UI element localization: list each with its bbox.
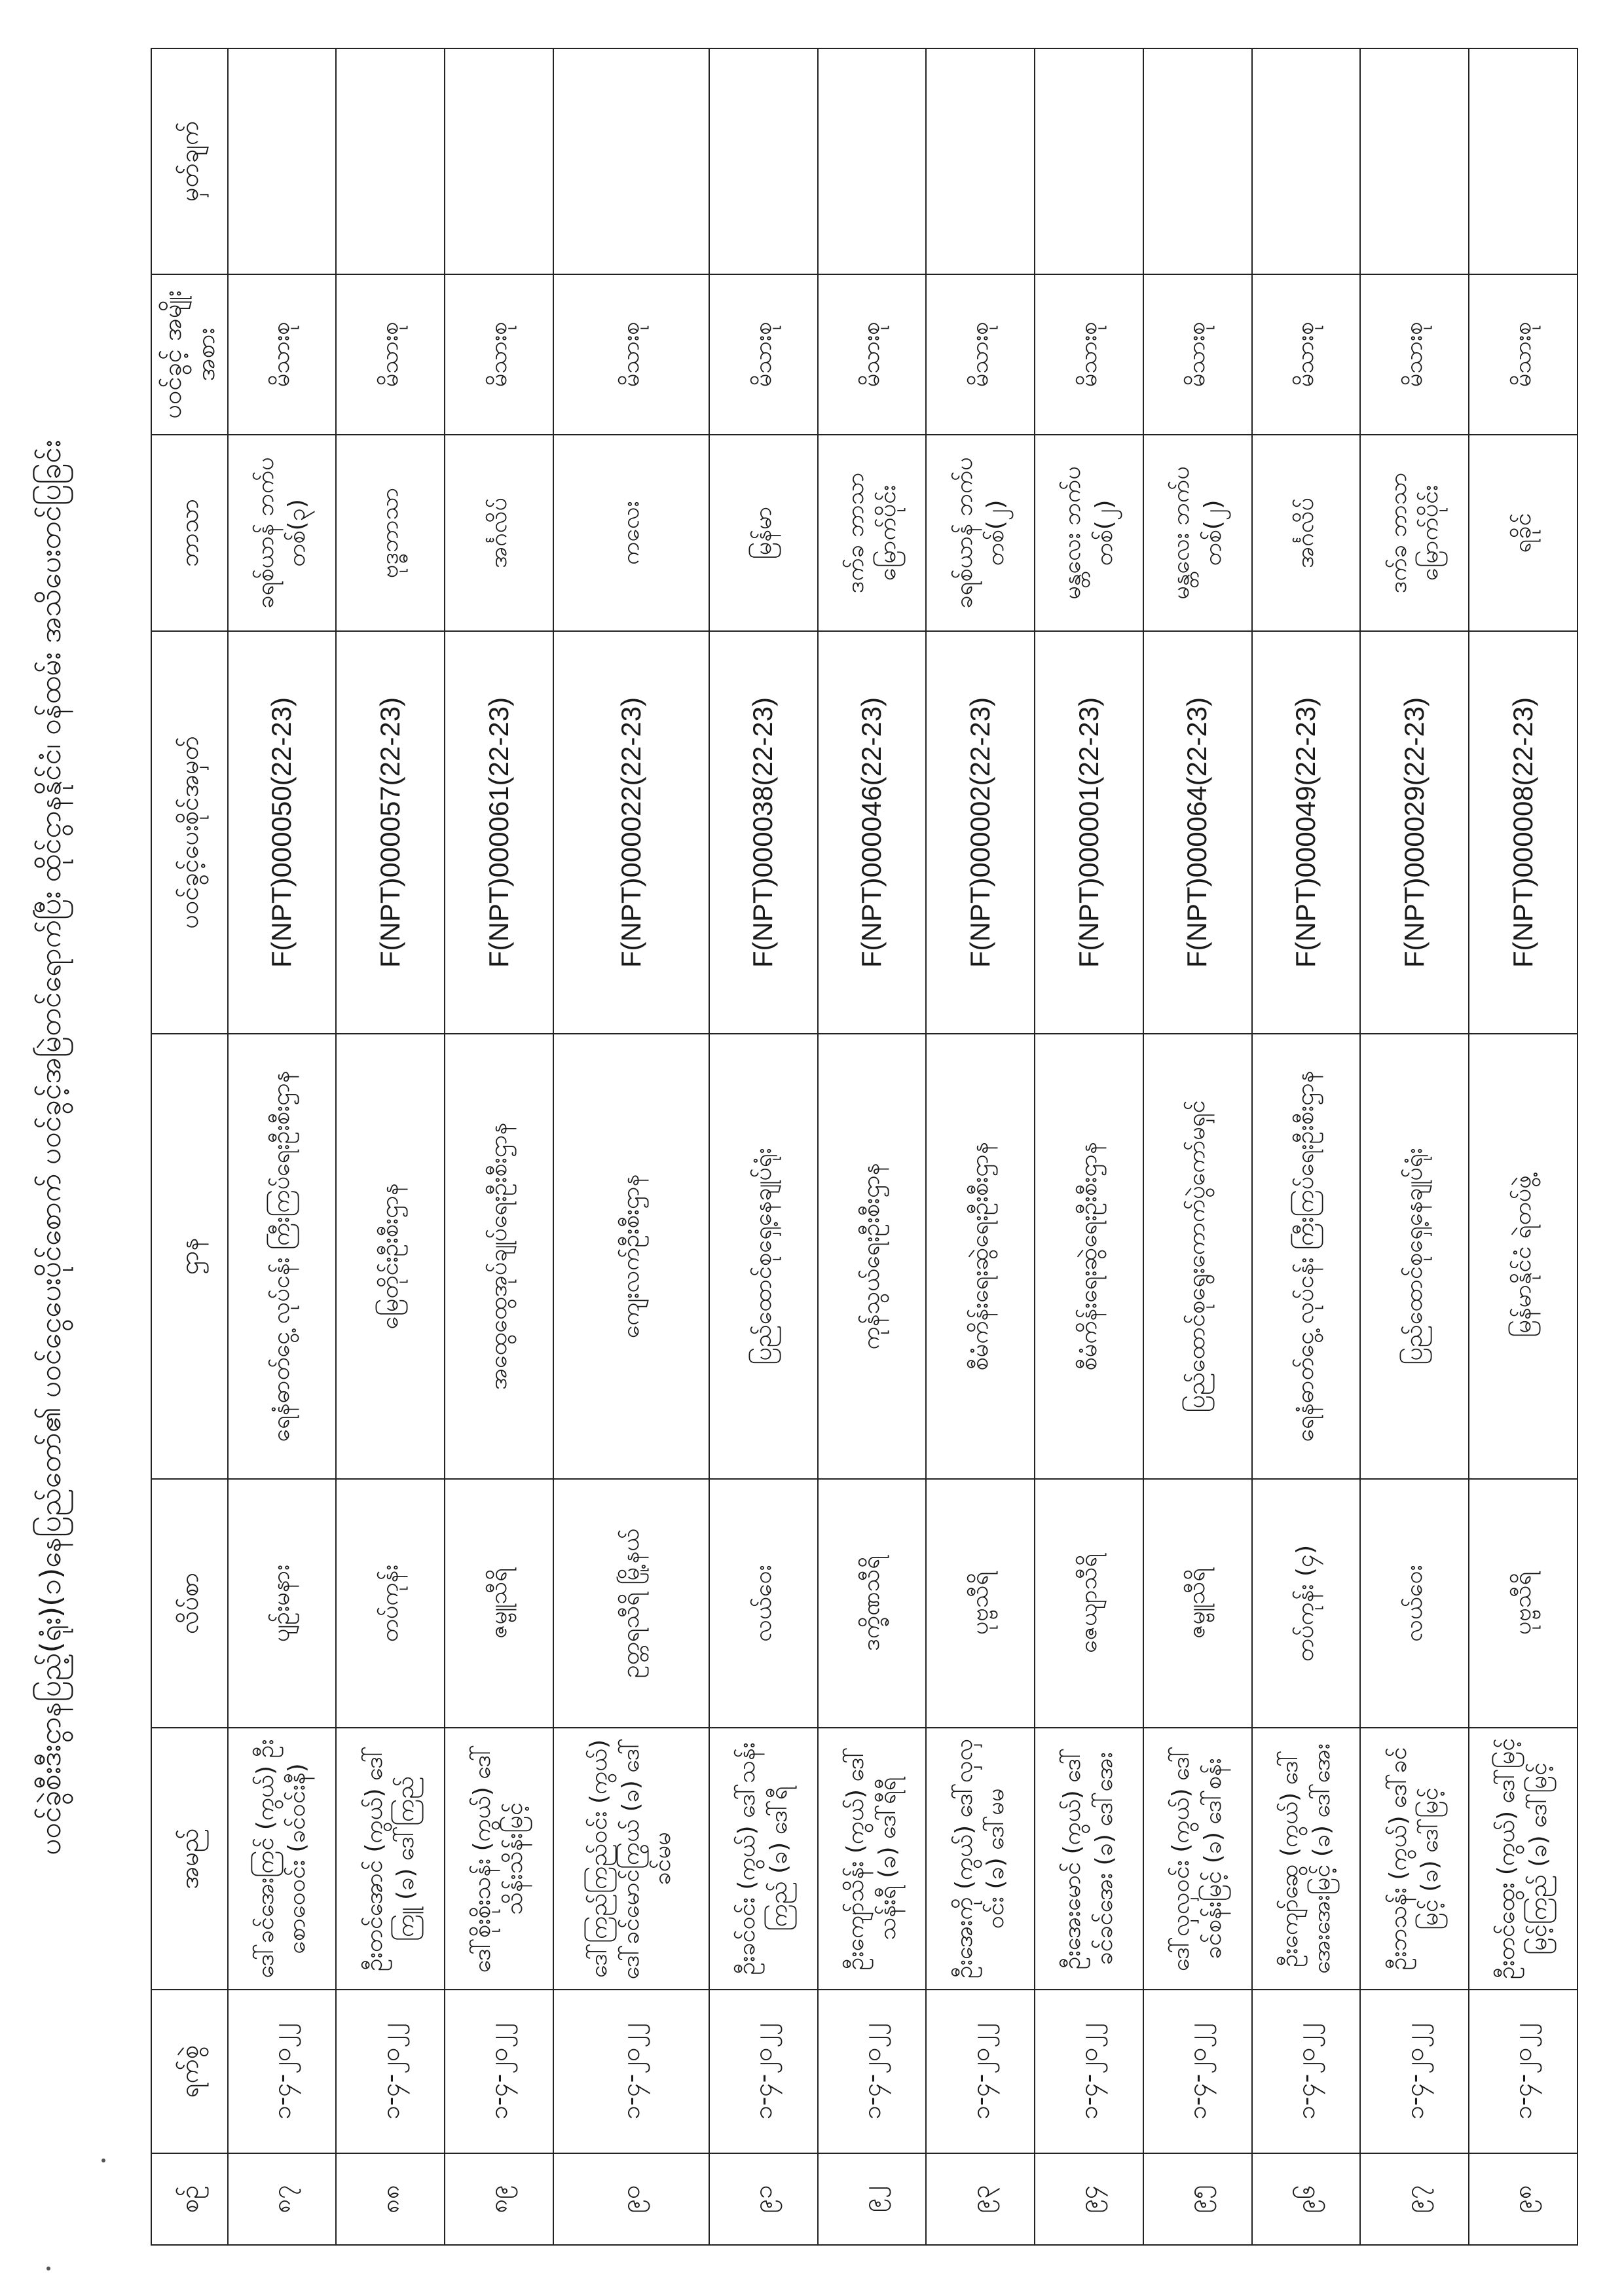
table-row (553, 48, 709, 2245)
cell-remarks (445, 48, 553, 274)
cell-address: ပျဉ်းမနား (228, 1479, 337, 1728)
table-row (818, 48, 927, 2245)
cell-kind: မိသားစု (1360, 274, 1469, 435)
table-row (1469, 48, 1578, 2245)
cell-date: ၁-၄-၂၀၂၂ (1469, 1990, 1578, 2153)
cell-address: ပုဗ္ဗသီရိ (926, 1479, 1035, 1728)
cell-date: ၁-၄-၂၀၂၂ (1360, 1990, 1469, 2153)
cell-name: ဦးအေးကို (ကွယ်) ဒေါ်လှလှဝင်း (ခ) ဒေါ်မမ (926, 1728, 1035, 1990)
cell-remarks (709, 48, 818, 274)
header-no: စဉ် (151, 2153, 228, 2245)
cell-no: ၉၇ (1360, 2153, 1469, 2245)
cell-date: ၁-၄-၂၀၂၂ (228, 1990, 337, 2153)
cell-type: ကလေး (553, 435, 709, 631)
cell-workplace: ပြည်ထောင်စုရှေ့နေချုပ်ရုံး (1360, 1034, 1469, 1479)
records-table (151, 48, 1578, 2246)
cell-remarks (926, 48, 1035, 274)
cell-address: ပုဗ္ဗသီရိ (1469, 1479, 1578, 1728)
cell-workplace: ပြည်ထောင်စုရှေ့နေချုပ်ရုံး (709, 1034, 818, 1479)
cell-type: ဒက်ခ ဘာသာ မြောက်ပိုင်း (1360, 435, 1469, 631)
cell-reg-no: F(NPT)000029(22-23) (1360, 631, 1469, 1034)
cell-no: ၉၃ (926, 2153, 1035, 2245)
table-row (926, 48, 1035, 2245)
cell-no: ၉၀ (553, 2153, 709, 2245)
cell-type: ခရစ်ယာန် ဘက်ပတစ်(၂) (926, 435, 1035, 631)
table-header-row (151, 48, 228, 2245)
cell-kind: မိသားစု (709, 274, 818, 435)
cell-workplace: စီမံကိန်းရေးဆွဲရေးဦးစီးဌာန (926, 1034, 1035, 1479)
cell-name: ဦးခင်ဝင်း (ကွယ်) ဒေါ်သန်းကြည် (ခ) ဒေါ်ရီ (709, 1728, 818, 1990)
cell-reg-no: F(NPT)000061(22-23) (445, 631, 553, 1034)
cell-date: ၁-၄-၂၀၂၂ (818, 1990, 927, 2153)
cell-no: ၈၇ (228, 2153, 337, 2245)
header-type: ဘာသာ (151, 435, 228, 631)
table-row (1360, 48, 1469, 2245)
cell-no: ၉၅ (1143, 2153, 1252, 2245)
header-date: ရက်စွဲ (151, 1990, 228, 2153)
header-name: အမည် (151, 1728, 228, 1990)
scan-mark (101, 2159, 105, 2162)
cell-name: ဦးတင်အောင် (ကွယ်) ဒေါ်ကြူ (ခ) ဒေါ်ကြည် (336, 1728, 445, 1990)
table-row (228, 48, 337, 2245)
cell-type: အင်္ဂလိပ် (445, 435, 553, 631)
cell-remarks (1143, 48, 1252, 274)
cell-address: လယ်ဝေး (1360, 1479, 1469, 1728)
cell-address: လယ်ဝေး (709, 1479, 818, 1728)
table-row (1035, 48, 1143, 2245)
cell-name: ဒေါ်ကြည်ကြည်ဝင်း (ကွယ်) ဒေါ်ခင်မောင်ကြွယ် (ခ) ဒေါ်ခင်မမ (553, 1728, 709, 1990)
cell-workplace: ရေနံဓာတ်ငွေ့ လုပ်ငန်း ကြီးကြပ်ရေးဦးစီးဌာန (228, 1034, 337, 1479)
cell-kind: မိသားစု (228, 274, 337, 435)
cell-kind: မိသားစု (1143, 274, 1252, 435)
header-remarks: မှတ်ချက် (151, 48, 228, 274)
cell-reg-no: F(NPT)000050(22-23) (228, 631, 337, 1034)
records-table-container (151, 49, 1578, 2246)
cell-workplace: ကျေးလက်ဦးစီးဌာန (553, 1034, 709, 1479)
cell-type: ဗုဒ္ဓဘာသာ (336, 435, 445, 631)
cell-reg-no: F(NPT)000057(22-23) (336, 631, 445, 1034)
cell-address: တပ်ကုန်း (၄) (1252, 1479, 1361, 1728)
cell-date: ၁-၄-၂၀၂၂ (709, 1990, 818, 2153)
cell-remarks (553, 48, 709, 274)
cell-kind: မိသားစု (1035, 274, 1143, 435)
page-title: ပဝင်ခွဲစီးဒီးငွာနပြည့်(ရုံး)(၁)နေပြည်တော်၏ ပဝင်ငွေပေးပိုင်စောက် ပဝင်ခွင့်အမြဲတင်ရောက်ပြီး ထိုင်ငွာနနိုင်ငံ၊ ဝန်ထမ်း အသိပေးတင်ပြခြင်း (34, 440, 67, 1855)
table-row (336, 48, 445, 2245)
cell-workplace: အထွေထွေအုပ်ချုပ်ရေးဦးစီးဌာန (445, 1034, 553, 1479)
cell-reg-no: F(NPT)000046(22-23) (818, 631, 927, 1034)
cell-name: ဦးတင်ထွေး (ကွယ်) ဒေါ်မြင့်မြင့်ကြည် (ခ) ဒေါ်မြင့် (1469, 1728, 1578, 1990)
header-reg-no: ပဝင်ခွင့်ပေးစိုင်အမှတ် (151, 631, 228, 1034)
cell-reg-no: F(NPT)000064(22-23) (1143, 631, 1252, 1034)
cell-kind: မိသားစု (1252, 274, 1361, 435)
cell-date: ၁-၄-၂၀၂၂ (1143, 1990, 1252, 2153)
cell-name: ဒေါ်စိုးစိုးသန်း (ကွယ်) ဒေါ်သိန်းသိန်းမြင့် (445, 1728, 553, 1990)
cell-date: ၁-၄-၂၀၂၂ (1252, 1990, 1361, 2153)
cell-remarks (1252, 48, 1361, 274)
cell-remarks (336, 48, 445, 274)
cell-no: ၉၁ (709, 2153, 818, 2245)
cell-kind: မိသားစု (818, 274, 927, 435)
cell-date: ၁-၄-၂၀၂၂ (926, 1990, 1035, 2153)
cell-no: ၈၉ (445, 2153, 553, 2245)
cell-reg-no: F(NPT)000022(22-23) (553, 631, 709, 1034)
table-row (1143, 48, 1252, 2245)
cell-type: မန္တလေး ဘက်ပတစ်(၂) (1035, 435, 1143, 631)
cell-kind: မိသားစု (926, 274, 1035, 435)
cell-type: ခရစ်ယာန် ဘက်ပတစ်(၃) (228, 435, 337, 631)
cell-date: ၁-၄-၂၀၂၂ (336, 1990, 445, 2153)
cell-reg-no: F(NPT)000008(22-23) (1469, 631, 1578, 1034)
cell-no: ၉၂ (818, 2153, 927, 2245)
cell-no: ၉၈ (1469, 2153, 1578, 2245)
cell-type: မန္တလေး ဘက်ပတစ်(၂) (1143, 435, 1252, 631)
cell-workplace: ပြည်ထောင်စုရွေးကောက်ပွဲကော်မရှင် (1143, 1034, 1252, 1479)
cell-reg-no: F(NPT)000001(22-23) (1035, 631, 1143, 1034)
header-address: လိပ်စာ (151, 1479, 228, 1728)
cell-kind: မိသားစု (445, 274, 553, 435)
table-row (1252, 48, 1361, 2245)
cell-kind: မိသားစု (553, 274, 709, 435)
cell-date: ၁-၄-၂၀၂၂ (1035, 1990, 1143, 2153)
cell-workplace: ရေနံဓာတ်ငွေ့ လုပ်ငန်း ကြီးကြပ်ရေးဦးစီးဌာန (1252, 1034, 1361, 1479)
table-row (445, 48, 553, 2245)
cell-no: ၈၈ (336, 2153, 445, 2245)
cell-name: ဒေါ်လှလှဝင်း (ကွယ်) ဒေါ်ခင်စန်းမြင့် (ခ) ဒေါ်စန်း (1143, 1728, 1252, 1990)
cell-no: ၉၆ (1252, 2153, 1361, 2245)
cell-remarks (1469, 48, 1578, 274)
cell-workplace: စီမံကိန်းရေးဆွဲရေးဦးစီးဌာန (1035, 1034, 1143, 1479)
header-kind: ပဝင်ခွင့် အမျိုးအစား (151, 274, 228, 435)
cell-type: အင်္ဂလိပ် (1252, 435, 1361, 631)
cell-no: ၉၄ (1035, 2153, 1143, 2245)
cell-address: ဒက္ခိဏသီရိ (818, 1479, 927, 1728)
cell-name: ဦးအေးမောင် (ကွယ်) ဒေါ်ခင်ခင်အေး (ခ) ဒေါ်အေး (1035, 1728, 1143, 1990)
cell-address: ဥတ္တရသီရိ မြို့နယ် (553, 1479, 709, 1728)
cell-remarks (818, 48, 927, 274)
cell-remarks (1035, 48, 1143, 274)
cell-remarks (1360, 48, 1469, 274)
cell-reg-no: F(NPT)000002(22-23) (926, 631, 1035, 1034)
cell-name: ဦးဘသန်း (ကွယ်) ဒေါ်ခင်မြင့် (ခ) ဒေါ်မြင့် (1360, 1728, 1469, 1990)
cell-address: ဇမ္ဗူသီရိ (1143, 1479, 1252, 1728)
cell-name: ဦးကျော်သိန်း (ကွယ်) ဒေါ်သန်းရီ (ခ) ဒေါ်ရီရီ (818, 1728, 927, 1990)
cell-name: ဒေါ်ခင်အေးကြင် (ကွယ်) ဦးစောဝေဝင်း (ခင်ဝင်းနီ) (228, 1728, 337, 1990)
cell-type: ဒက်ခ ဘာသာ မြောက်ပိုင်း (818, 435, 927, 631)
cell-name: ဦးကျော်ဆွေ (ကွယ်) ဒေါ်အေးအေးမြင့် (ခ) ဒေါ်အေး (1252, 1728, 1361, 1990)
cell-date: ၁-၄-၂၀၂၂ (445, 1990, 553, 2153)
table-row (709, 48, 818, 2245)
cell-workplace: မြေတိုင်းဦးစီးဌာန (336, 1034, 445, 1479)
cell-remarks (228, 48, 337, 274)
cell-workplace: မြန်မာနိုင်ငံ ရဲတပ်ဖွဲ့ (1469, 1034, 1578, 1479)
scan-mark (46, 2267, 50, 2270)
cell-kind: မိသားစု (1469, 274, 1578, 435)
cell-kind: မိသားစု (336, 274, 445, 435)
cell-address: တပ်ကုန်း (336, 1479, 445, 1728)
cell-reg-no: F(NPT)000049(22-23) (1252, 631, 1361, 1034)
cell-type: မြန်မာ (709, 435, 818, 631)
cell-address: ဇမ္ဗူသီရိ (445, 1479, 553, 1728)
cell-date: ၁-၄-၂၀၂၂ (553, 1990, 709, 2153)
cell-workplace: ကုန်သွယ်ရေးဦးစီးဌာန (818, 1034, 927, 1479)
cell-reg-no: F(NPT)000038(22-23) (709, 631, 818, 1034)
cell-address: ဇေယျာသီရိ (1035, 1479, 1143, 1728)
header-workplace: ဌာန (151, 1034, 228, 1479)
cell-type: ရခိုင် (1469, 435, 1578, 631)
